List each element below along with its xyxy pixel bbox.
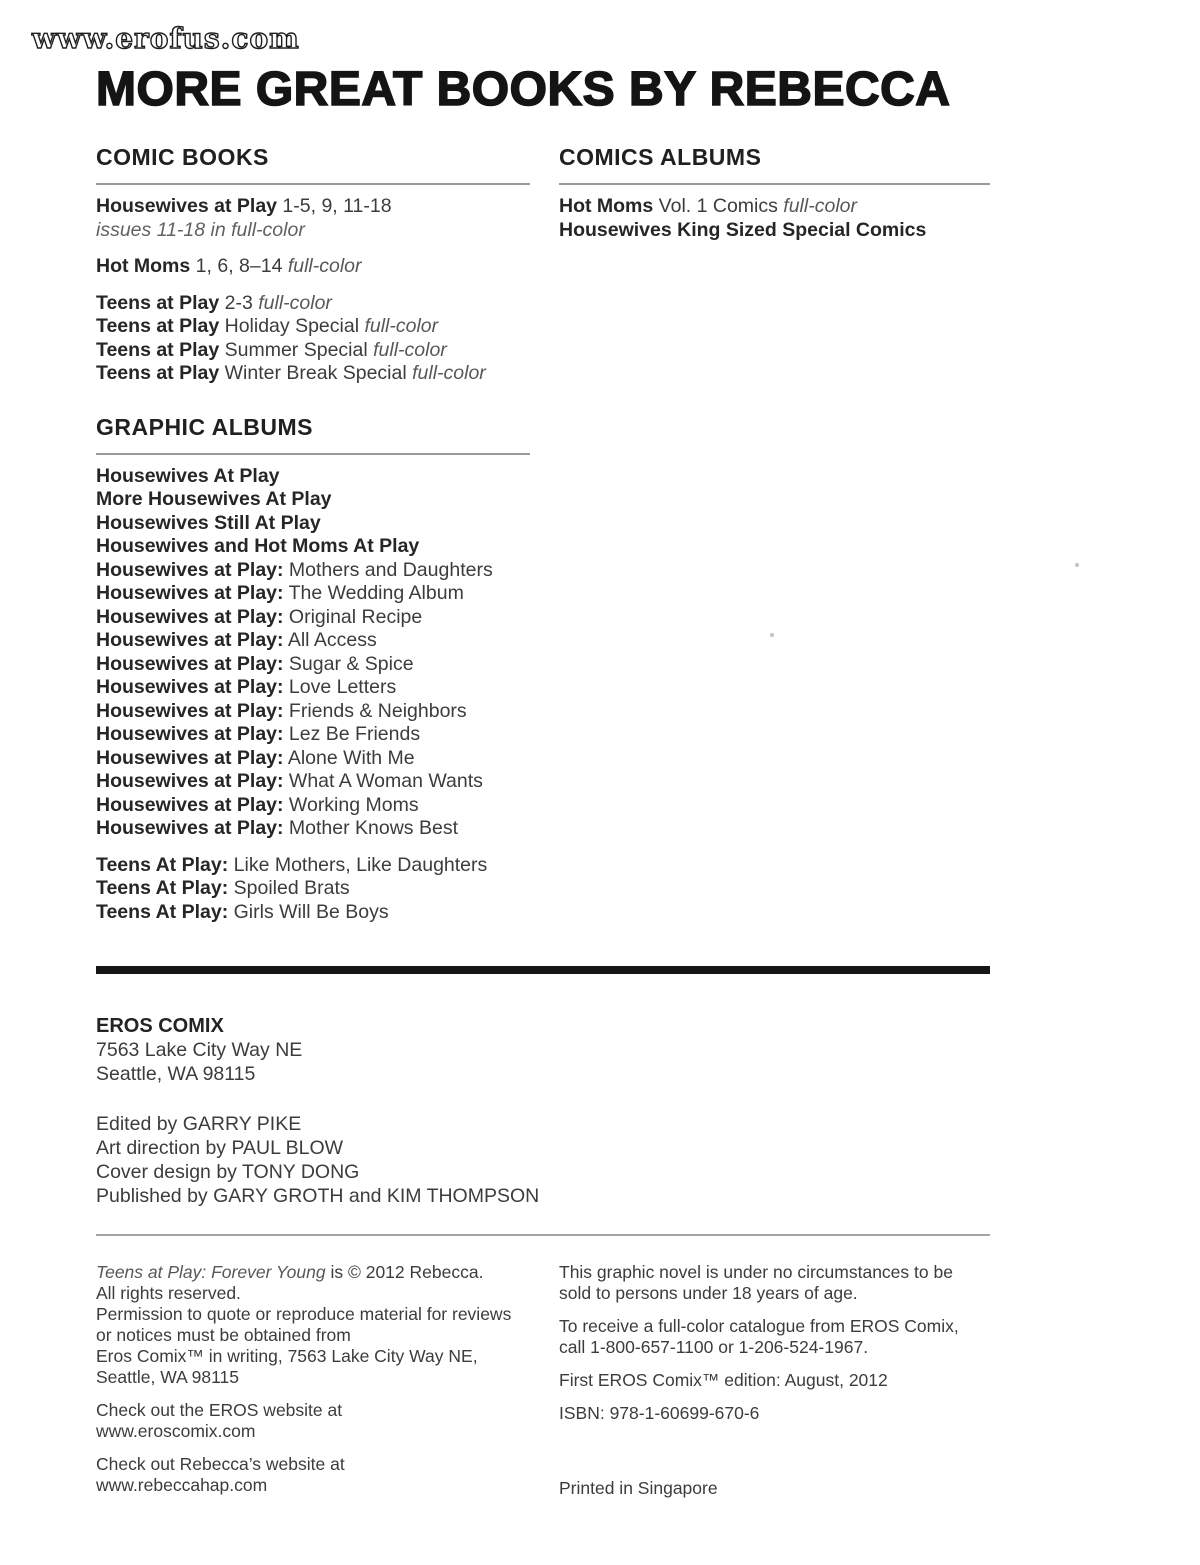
text-line	[96, 559, 530, 583]
text-segment: Teens At Play:	[96, 853, 229, 876]
text-segment: This graphic novel is under no circumstances to be	[559, 1262, 953, 1282]
text-segment: First EROS Comix™ edition: August, 2012	[559, 1370, 888, 1390]
legal-columns	[96, 1262, 990, 1499]
text-segment: Vol. 1 Comics	[653, 195, 784, 217]
text-segment: Teens at Play	[96, 338, 220, 361]
legal-right-column	[559, 1262, 990, 1499]
text-segment: What A Woman Wants	[283, 770, 483, 792]
text-line	[559, 219, 990, 243]
text-line	[96, 1346, 530, 1367]
text-segment: Like Mothers, Like Daughters	[228, 853, 488, 876]
text-segment: Hot Moms	[559, 195, 654, 217]
text-segment: Housewives at Play	[96, 195, 278, 217]
credits-list	[96, 1112, 990, 1208]
text-segment: full-color	[364, 315, 439, 337]
text-segment: Love Letters	[283, 676, 397, 698]
section-heading-graphic-albums: GRAPHIC ALBUMS	[96, 413, 313, 440]
text-line	[96, 877, 530, 901]
section-comic-books	[96, 146, 530, 386]
text-segment: is © 2012 Rebecca.	[325, 1262, 484, 1282]
text-line	[96, 629, 530, 653]
page-title: MORE GREAT BOOKS BY REBECCA	[96, 63, 951, 116]
text-line: Edited by GARRY PIKE	[96, 1113, 302, 1135]
text-line	[559, 1370, 990, 1391]
text-segment: Housewives at Play:	[96, 605, 284, 628]
text-segment: Seattle, WA 98115	[96, 1367, 240, 1387]
paragraph	[96, 1400, 530, 1442]
text-segment: Hot Moms	[96, 255, 191, 277]
text-line: Seattle, WA 98115	[96, 1063, 256, 1085]
text-segment: Housewives at Play:	[96, 652, 284, 675]
text-segment: full-color	[287, 255, 362, 277]
text-segment: full-color	[258, 291, 332, 314]
text-line	[559, 195, 990, 219]
publisher-address	[96, 1038, 990, 1086]
text-segment: Alone With Me	[283, 746, 415, 769]
text-line	[96, 794, 530, 818]
text-line	[96, 854, 530, 878]
text-line	[96, 653, 530, 677]
section-divider	[96, 453, 530, 455]
text-line	[96, 676, 530, 700]
text-segment: 1, 6, 8–14	[190, 255, 288, 277]
text-line	[96, 1304, 530, 1325]
paragraph	[96, 465, 530, 841]
text-segment: Housewives Still At Play	[96, 511, 321, 534]
text-segment: Housewives at Play:	[96, 723, 284, 745]
text-segment: Teens At Play:	[96, 877, 229, 899]
section-divider	[96, 183, 530, 185]
paragraph	[96, 1262, 530, 1388]
text-line	[96, 606, 530, 630]
text-segment: Teens at Play	[96, 362, 220, 384]
text-line	[96, 901, 530, 925]
text-line	[96, 535, 530, 559]
text-segment: full-color	[373, 338, 447, 361]
text-segment: Spoiled Brats	[228, 877, 350, 899]
text-segment: Housewives at Play:	[96, 629, 284, 651]
text-line	[96, 512, 530, 536]
text-segment: Original Recipe	[283, 605, 423, 628]
paragraph	[559, 1316, 990, 1358]
text-line: Cover design by TONY DONG	[96, 1161, 360, 1183]
section-divider	[559, 183, 990, 185]
text-segment: Permission to quote or reproduce material for reviews	[96, 1304, 512, 1324]
text-line	[96, 817, 530, 841]
text-segment: Mother Knows Best	[283, 817, 458, 839]
text-segment: Housewives At Play	[96, 464, 280, 487]
text-line	[96, 488, 530, 512]
text-line	[96, 770, 530, 794]
text-line	[559, 1403, 990, 1424]
paragraph	[96, 255, 530, 279]
paragraph	[96, 292, 530, 386]
text-segment: Housewives at Play:	[96, 558, 284, 581]
text-line	[96, 1454, 530, 1475]
publisher-block	[96, 1014, 990, 1208]
text-line	[559, 1478, 990, 1499]
text-line	[96, 1475, 530, 1496]
paragraph	[559, 1403, 990, 1424]
text-segment: Housewives at Play:	[96, 676, 284, 698]
text-segment: sold to persons under 18 years of age.	[559, 1283, 858, 1303]
text-line	[96, 292, 530, 316]
scan-speck	[1075, 563, 1079, 567]
text-line	[96, 315, 530, 339]
section-graphic-albums	[96, 413, 530, 925]
text-line	[96, 1262, 530, 1283]
text-line	[96, 1367, 530, 1388]
text-segment: The Wedding Album	[283, 582, 464, 604]
text-segment: Teens at Play: Forever Young	[96, 1262, 326, 1282]
text-line: Art direction by PAUL BLOW	[96, 1137, 344, 1159]
text-line	[559, 1283, 990, 1304]
book-listing-columns	[96, 146, 990, 924]
section-heading-comic-books: COMIC BOOKS	[96, 144, 269, 170]
paragraph	[559, 1370, 990, 1391]
text-segment: Mothers and Daughters	[283, 558, 493, 581]
text-line	[96, 1283, 530, 1304]
text-line	[96, 362, 530, 386]
paragraph	[559, 1262, 990, 1304]
text-line	[559, 1316, 990, 1337]
text-segment: Check out Rebecca’s website at	[96, 1454, 345, 1474]
text-segment: Friends & Neighbors	[283, 699, 467, 722]
legal-left-column	[96, 1262, 530, 1499]
right-column	[559, 146, 990, 924]
column-gap	[530, 146, 559, 924]
text-line	[96, 219, 530, 243]
text-segment: Housewives at Play:	[96, 582, 284, 604]
text-segment: Housewives at Play:	[96, 793, 284, 816]
text-segment: Housewives at Play:	[96, 817, 284, 839]
text-segment: Teens at Play	[96, 291, 220, 314]
text-segment: Teens At Play:	[96, 900, 229, 923]
paragraph	[559, 1478, 990, 1499]
text-line	[96, 723, 530, 747]
text-segment: Housewives at Play:	[96, 699, 284, 722]
publisher-name: EROS COMIX	[96, 1015, 224, 1037]
text-segment: All rights reserved.	[96, 1283, 241, 1303]
text-segment: All Access	[283, 629, 377, 651]
column-gap	[530, 1262, 559, 1499]
text-line	[96, 255, 530, 279]
text-line: 7563 Lake City Way NE	[96, 1039, 303, 1061]
text-segment: full-color	[412, 362, 486, 384]
text-line	[96, 1421, 530, 1442]
text-line	[96, 1400, 530, 1421]
text-line	[96, 195, 530, 219]
text-segment: call 1-800-657-1100 or 1-206-524-1967.	[559, 1337, 869, 1357]
footer-divider	[96, 1234, 990, 1236]
text-segment: ISBN: 978-1-60699-670-6	[559, 1403, 760, 1423]
scan-speck	[770, 633, 774, 637]
watermark: www.erofus.com	[32, 22, 300, 55]
text-segment: To receive a full-color catalogue from EROS Comix,	[559, 1316, 959, 1336]
graphic-albums-list	[96, 465, 530, 925]
text-segment: Working Moms	[283, 793, 419, 816]
thick-divider	[96, 966, 990, 974]
text-line	[559, 1337, 990, 1358]
text-segment: Housewives King Sized Special Comics	[559, 218, 927, 241]
text-segment: issues 11-18 in full-color	[96, 218, 305, 241]
text-segment: Check out the EROS website at	[96, 1400, 343, 1420]
text-segment: 2-3	[219, 291, 259, 314]
text-line	[96, 1325, 530, 1346]
paragraph	[96, 195, 530, 242]
text-line	[96, 465, 530, 489]
text-line	[96, 700, 530, 724]
text-line	[559, 1262, 990, 1283]
text-segment: Eros Comix™ in writing, 7563 Lake City Way NE,	[96, 1346, 478, 1366]
text-segment: www.rebeccahap.com	[96, 1475, 268, 1495]
paragraph	[96, 854, 530, 925]
text-segment: or notices must be obtained from	[96, 1325, 351, 1345]
text-line	[96, 582, 530, 606]
text-segment: Housewives at Play:	[96, 746, 284, 769]
text-segment: www.eroscomix.com	[96, 1421, 256, 1441]
text-segment: Housewives at Play:	[96, 770, 284, 792]
text-segment: Sugar & Spice	[283, 652, 414, 675]
left-column	[96, 146, 530, 924]
text-segment: More Housewives At Play	[96, 488, 332, 510]
text-segment: Winter Break Special	[219, 362, 413, 384]
text-segment: Lez Be Friends	[283, 723, 421, 745]
section-heading-comics-albums: COMICS ALBUMS	[559, 144, 762, 170]
text-segment: full-color	[783, 195, 857, 217]
text-segment: Printed in Singapore	[559, 1478, 718, 1498]
text-segment: 1-5, 9, 11-18	[277, 195, 392, 217]
text-line: Published by GARY GROTH and KIM THOMPSON	[96, 1185, 540, 1207]
paragraph	[559, 195, 990, 242]
text-segment: Housewives and Hot Moms At Play	[96, 535, 420, 557]
text-segment: Holiday Special	[219, 315, 365, 337]
section-comics-albums	[559, 146, 990, 242]
comic-books-list	[96, 195, 530, 386]
text-line	[96, 339, 530, 363]
text-segment: Girls Will Be Boys	[228, 900, 389, 923]
text-segment: Summer Special	[219, 338, 374, 361]
text-line	[96, 747, 530, 771]
paragraph	[96, 1454, 530, 1496]
comics-albums-list	[559, 195, 990, 242]
text-segment: Teens at Play	[96, 315, 220, 337]
